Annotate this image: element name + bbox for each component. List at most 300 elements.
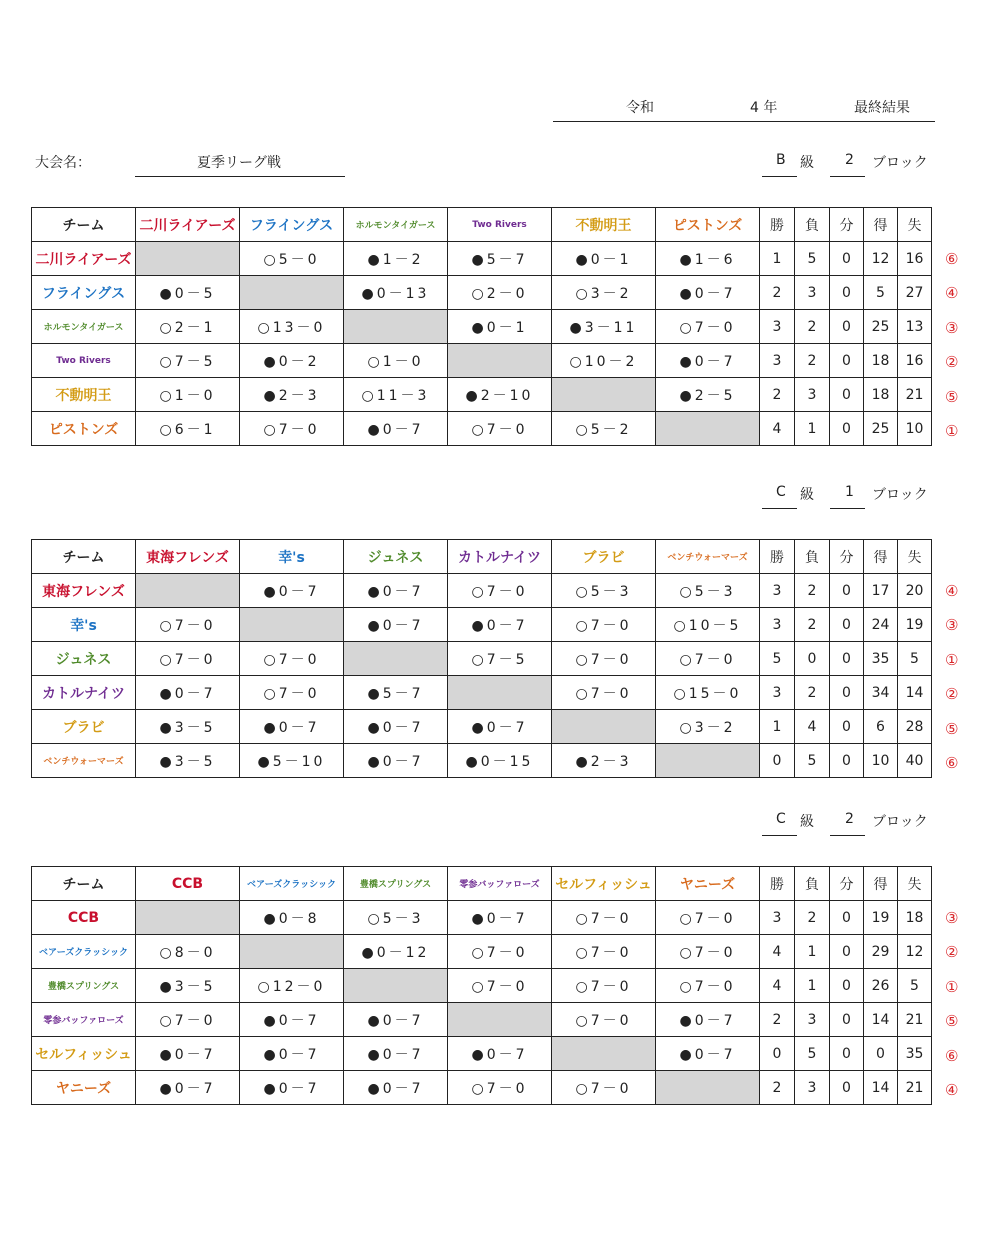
team-name: フライングス <box>32 276 136 310</box>
result-cell: ●3－5 <box>136 710 240 744</box>
table-row <box>32 901 932 935</box>
stat-cell: 18 <box>864 378 898 412</box>
stat-cell: 0 <box>830 276 864 310</box>
opponent-header: Two Rivers <box>448 208 552 242</box>
self-match-cell <box>136 901 240 935</box>
result-cell: ○10－5 <box>656 608 760 642</box>
result-cell: ○10－2 <box>552 344 656 378</box>
team-name: セルフィッシュ <box>32 1037 136 1071</box>
result-cell: ●1－6 <box>656 242 760 276</box>
result-cell: ●0－7 <box>240 1071 344 1105</box>
stat-cell: 2 <box>795 310 830 344</box>
stat-cell: 1 <box>795 412 830 446</box>
stat-cell: 3 <box>795 1071 830 1105</box>
stat-cell: 0 <box>830 378 864 412</box>
stat-cell: 0 <box>830 1003 864 1037</box>
table-row <box>32 1037 932 1071</box>
stat-cell: 1 <box>760 242 795 276</box>
stat-cell: 0 <box>830 969 864 1003</box>
stat-cell: 10 <box>898 412 932 446</box>
opponent-header: ブラビ <box>552 540 656 574</box>
self-match-cell <box>448 1003 552 1037</box>
table-row <box>32 574 932 608</box>
table-row <box>32 412 932 446</box>
stat-cell: 35 <box>864 642 898 676</box>
result-cell: ●2－3 <box>240 378 344 412</box>
result-cell: ○7－0 <box>656 642 760 676</box>
team-name: 零参バッファローズ <box>32 1003 136 1037</box>
stat-cell: 16 <box>898 242 932 276</box>
stat-header: 失 <box>898 867 932 901</box>
self-match-cell <box>136 574 240 608</box>
result-cell: ●2－5 <box>656 378 760 412</box>
stat-cell: 3 <box>760 310 795 344</box>
result-cell: ○7－0 <box>448 1071 552 1105</box>
self-match-cell <box>240 935 344 969</box>
result-cell: ●0－7 <box>344 574 448 608</box>
rank-marker: ① <box>945 422 959 440</box>
stat-cell: 2 <box>760 1071 795 1105</box>
stat-cell: 2 <box>795 344 830 378</box>
league-table-c2 <box>31 866 932 1105</box>
result-cell: ○7－0 <box>552 1003 656 1037</box>
result-cell: ○7－0 <box>656 901 760 935</box>
rank-marker: ⑤ <box>945 719 959 738</box>
stat-cell: 0 <box>830 1037 864 1071</box>
stat-cell: 0 <box>830 310 864 344</box>
stat-cell: 25 <box>864 412 898 446</box>
stat-header: 得 <box>864 208 898 242</box>
result-cell: ○7－0 <box>240 642 344 676</box>
result-cell: ○7－0 <box>552 901 656 935</box>
result-cell: ●5－7 <box>448 242 552 276</box>
opponent-header: カトルナイツ <box>448 540 552 574</box>
result-cell: ●0－7 <box>656 344 760 378</box>
result-cell: ○5－2 <box>552 412 656 446</box>
result-cell: ●0－7 <box>136 1037 240 1071</box>
stat-cell: 4 <box>795 710 830 744</box>
stat-cell: 0 <box>830 574 864 608</box>
stat-cell: 21 <box>898 1071 932 1105</box>
self-match-cell <box>240 608 344 642</box>
stat-cell: 19 <box>898 608 932 642</box>
self-match-cell <box>448 676 552 710</box>
self-match-cell <box>344 310 448 344</box>
result-cell: ●5－7 <box>344 676 448 710</box>
stat-cell: 24 <box>864 608 898 642</box>
team-column-header: チーム <box>32 208 136 242</box>
result-cell: ○7－0 <box>552 969 656 1003</box>
opponent-header: ホルモンタイガース <box>344 208 448 242</box>
opponent-header: 不動明王 <box>552 208 656 242</box>
stat-cell: 0 <box>830 710 864 744</box>
stat-cell: 5 <box>760 642 795 676</box>
team-name: ジュネス <box>32 642 136 676</box>
result-cell: ○7－0 <box>240 412 344 446</box>
stat-cell: 12 <box>864 242 898 276</box>
league-table-b2 <box>31 207 932 446</box>
table-row <box>32 710 932 744</box>
stat-header: 負 <box>795 540 830 574</box>
team-name: ヤニーズ <box>32 1071 136 1105</box>
stat-cell: 3 <box>760 901 795 935</box>
team-name: ピストンズ <box>32 412 136 446</box>
stat-cell: 3 <box>760 574 795 608</box>
table-row <box>32 676 932 710</box>
result-cell: ○5－0 <box>240 242 344 276</box>
result-cell: ●0－7 <box>344 710 448 744</box>
opponent-header: ヤニーズ <box>656 867 760 901</box>
event-name: 夏季リーグ戦 <box>197 155 281 171</box>
year-label: 4 年 <box>750 100 778 116</box>
stat-header: 負 <box>795 208 830 242</box>
stat-cell: 0 <box>830 1071 864 1105</box>
stat-cell: 27 <box>898 276 932 310</box>
stat-cell: 2 <box>760 378 795 412</box>
result-cell: ○5－3 <box>656 574 760 608</box>
result-cell: ○12－0 <box>240 969 344 1003</box>
result-cell: ●0－7 <box>656 276 760 310</box>
table-row <box>32 1071 932 1105</box>
team-name: Two Rivers <box>32 344 136 378</box>
block-suffix: ブロック <box>872 487 928 503</box>
result-cell: ○7－0 <box>656 935 760 969</box>
table-row <box>32 744 932 778</box>
stat-cell: 3 <box>795 276 830 310</box>
rank-marker: ⑤ <box>945 387 959 406</box>
self-match-cell <box>656 412 760 446</box>
stat-cell: 2 <box>795 676 830 710</box>
era-label: 令和 <box>626 100 654 116</box>
rank-marker: ③ <box>945 908 959 927</box>
result-cell: ●3－5 <box>136 744 240 778</box>
header-row <box>32 540 932 574</box>
stat-cell: 14 <box>864 1071 898 1105</box>
grade-letter: C <box>776 484 786 500</box>
header-underline <box>553 121 935 122</box>
stat-cell: 28 <box>898 710 932 744</box>
stat-cell: 26 <box>864 969 898 1003</box>
stat-cell: 0 <box>760 744 795 778</box>
opponent-header: ベアーズクラッシック <box>240 867 344 901</box>
stat-cell: 3 <box>760 676 795 710</box>
stat-cell: 40 <box>898 744 932 778</box>
result-cell: ○7－0 <box>136 608 240 642</box>
stat-cell: 35 <box>898 1037 932 1071</box>
team-name: カトルナイツ <box>32 676 136 710</box>
league-table-c1 <box>31 539 932 778</box>
stat-cell: 2 <box>795 901 830 935</box>
stat-cell: 17 <box>864 574 898 608</box>
stat-cell: 0 <box>830 744 864 778</box>
stat-cell: 0 <box>830 242 864 276</box>
stat-header: 得 <box>864 540 898 574</box>
stat-cell: 4 <box>760 412 795 446</box>
opponent-header: フライングス <box>240 208 344 242</box>
result-cell: ●3－5 <box>136 969 240 1003</box>
result-cell: ○8－0 <box>136 935 240 969</box>
stat-cell: 21 <box>898 378 932 412</box>
opponent-header: 二川ライアーズ <box>136 208 240 242</box>
table-row <box>32 1003 932 1037</box>
stat-header: 勝 <box>760 208 795 242</box>
result-cell: ●5－10 <box>240 744 344 778</box>
self-match-cell <box>344 969 448 1003</box>
stat-cell: 4 <box>760 935 795 969</box>
result-cell: ●0－7 <box>656 1003 760 1037</box>
opponent-header: CCB <box>136 867 240 901</box>
team-name: ブラビ <box>32 710 136 744</box>
stat-cell: 14 <box>864 1003 898 1037</box>
opponent-header: 零参バッファローズ <box>448 867 552 901</box>
opponent-header: 幸's <box>240 540 344 574</box>
stat-cell: 3 <box>760 608 795 642</box>
rank-marker: ① <box>945 650 959 669</box>
result-cell: ○7－5 <box>136 344 240 378</box>
stat-cell: 1 <box>795 969 830 1003</box>
result-cell: ●0－7 <box>240 1037 344 1071</box>
result-cell: ●2－10 <box>448 378 552 412</box>
rank-marker: ② <box>945 685 959 703</box>
grade-suffix: 級 <box>800 487 814 503</box>
stat-cell: 25 <box>864 310 898 344</box>
stat-header: 負 <box>795 867 830 901</box>
result-cell: ●0－7 <box>344 1037 448 1071</box>
stat-cell: 5 <box>898 642 932 676</box>
grade-suffix: 級 <box>800 814 814 830</box>
result-cell: ●0－7 <box>656 1037 760 1071</box>
result-cell: ○15－0 <box>656 676 760 710</box>
result-cell: ○3－2 <box>656 710 760 744</box>
result-cell: ○7－0 <box>552 676 656 710</box>
team-column-header: チーム <box>32 540 136 574</box>
team-name: 豊橋スプリングス <box>32 969 136 1003</box>
stat-cell: 14 <box>898 676 932 710</box>
result-cell: ○7－0 <box>656 310 760 344</box>
grade-letter: C <box>776 811 786 827</box>
stat-cell: 3 <box>795 1003 830 1037</box>
stat-cell: 10 <box>864 744 898 778</box>
stat-cell: 3 <box>795 378 830 412</box>
rank-marker: ④ <box>945 284 959 302</box>
stat-cell: 21 <box>898 1003 932 1037</box>
stat-cell: 34 <box>864 676 898 710</box>
self-match-cell <box>240 276 344 310</box>
result-cell: ●0－8 <box>240 901 344 935</box>
opponent-header: 東海フレンズ <box>136 540 240 574</box>
stat-header: 勝 <box>760 867 795 901</box>
result-cell: ●0－7 <box>448 608 552 642</box>
rank-marker: ⑥ <box>945 1046 959 1065</box>
stat-cell: 0 <box>830 642 864 676</box>
stat-cell: 0 <box>830 901 864 935</box>
rank-marker: ③ <box>945 318 959 337</box>
table-row <box>32 310 932 344</box>
stat-cell: 18 <box>898 901 932 935</box>
stat-header: 分 <box>830 867 864 901</box>
stat-cell: 0 <box>830 608 864 642</box>
self-match-cell <box>448 344 552 378</box>
stat-cell: 5 <box>898 969 932 1003</box>
result-cell: ○5－3 <box>552 574 656 608</box>
self-match-cell <box>552 710 656 744</box>
result-cell: ●0－7 <box>448 901 552 935</box>
result-cell: ○7－0 <box>448 969 552 1003</box>
table-row <box>32 935 932 969</box>
result-cell: ○2－1 <box>136 310 240 344</box>
stat-cell: 20 <box>898 574 932 608</box>
stat-header: 分 <box>830 540 864 574</box>
rank-marker: ⑤ <box>945 1012 959 1030</box>
table-row <box>32 378 932 412</box>
result-cell: ○3－2 <box>552 276 656 310</box>
result-cell: ●0－7 <box>240 710 344 744</box>
rank-marker: ④ <box>945 581 959 600</box>
result-cell: ●3－11 <box>552 310 656 344</box>
grade-suffix: 級 <box>800 155 814 171</box>
stat-cell: 6 <box>864 710 898 744</box>
team-name: 幸's <box>32 608 136 642</box>
header-row <box>32 208 932 242</box>
result-cell: ●0－7 <box>448 710 552 744</box>
result-cell: ●0－5 <box>136 276 240 310</box>
result-cell: ○7－0 <box>448 935 552 969</box>
block-number: 2 <box>845 811 854 827</box>
self-match-cell <box>656 1071 760 1105</box>
result-cell: ●0－7 <box>240 1003 344 1037</box>
opponent-header: ピストンズ <box>656 208 760 242</box>
stat-cell: 2 <box>760 276 795 310</box>
stat-cell: 5 <box>795 242 830 276</box>
stat-cell: 0 <box>864 1037 898 1071</box>
stat-cell: 19 <box>864 901 898 935</box>
rank-marker: ④ <box>945 1081 959 1099</box>
table-row <box>32 242 932 276</box>
result-cell: ●1－2 <box>344 242 448 276</box>
result-cell: ○11－3 <box>344 378 448 412</box>
rank-marker: ② <box>945 353 959 371</box>
stat-cell: 2 <box>795 608 830 642</box>
stat-cell: 0 <box>830 935 864 969</box>
result-cell: ●0－15 <box>448 744 552 778</box>
result-cell: ●0－1 <box>552 242 656 276</box>
table-row <box>32 276 932 310</box>
opponent-header: セルフィッシュ <box>552 867 656 901</box>
block-number: 1 <box>845 484 854 500</box>
self-match-cell <box>552 378 656 412</box>
stat-cell: 0 <box>760 1037 795 1071</box>
result-cell: ●0－7 <box>136 1071 240 1105</box>
table-row <box>32 969 932 1003</box>
stat-cell: 0 <box>795 642 830 676</box>
block-suffix: ブロック <box>872 814 928 830</box>
result-cell: ○7－0 <box>552 608 656 642</box>
grade-letter: B <box>776 152 786 168</box>
table-row <box>32 642 932 676</box>
stat-cell: 5 <box>795 744 830 778</box>
result-cell: ○7－0 <box>136 642 240 676</box>
team-name: 東海フレンズ <box>32 574 136 608</box>
result-cell: ○7－5 <box>448 642 552 676</box>
result-cell: ○5－3 <box>344 901 448 935</box>
stat-cell: 4 <box>760 969 795 1003</box>
rank-marker: ⑥ <box>945 754 959 772</box>
stat-cell: 2 <box>795 574 830 608</box>
team-name: ホルモンタイガース <box>32 310 136 344</box>
rank-marker: ② <box>945 943 959 961</box>
team-name: CCB <box>32 901 136 935</box>
rank-marker: ⑥ <box>945 249 959 268</box>
stat-cell: 13 <box>898 310 932 344</box>
self-match-cell <box>656 744 760 778</box>
opponent-header: ジュネス <box>344 540 448 574</box>
stat-cell: 1 <box>760 710 795 744</box>
result-cell: ○6－1 <box>136 412 240 446</box>
result-cell: ●0－2 <box>240 344 344 378</box>
self-match-cell <box>136 242 240 276</box>
stat-cell: 16 <box>898 344 932 378</box>
stat-cell: 29 <box>864 935 898 969</box>
self-match-cell <box>344 642 448 676</box>
result-cell: ●0－12 <box>344 935 448 969</box>
result-cell: ●0－7 <box>136 676 240 710</box>
result-cell: ●0－1 <box>448 310 552 344</box>
result-cell: ●0－7 <box>344 1071 448 1105</box>
rank-marker: ① <box>945 977 959 996</box>
result-cell: ●0－7 <box>344 1003 448 1037</box>
table-row <box>32 608 932 642</box>
result-cell: ●2－3 <box>552 744 656 778</box>
result-cell: ●0－13 <box>344 276 448 310</box>
result-cell: ○7－0 <box>552 935 656 969</box>
result-cell: ○7－0 <box>448 412 552 446</box>
result-cell: ○7－0 <box>552 642 656 676</box>
stat-cell: 5 <box>864 276 898 310</box>
stat-cell: 5 <box>795 1037 830 1071</box>
team-name: 二川ライアーズ <box>32 242 136 276</box>
result-cell: ○7－0 <box>552 1071 656 1105</box>
opponent-header: ベンチウォーマーズ <box>656 540 760 574</box>
block-number: 2 <box>845 152 854 168</box>
event-label: 大会名： <box>35 155 91 171</box>
header-row <box>32 867 932 901</box>
rank-marker: ③ <box>945 616 959 634</box>
stat-header: 分 <box>830 208 864 242</box>
team-name: ベンチウォーマーズ <box>32 744 136 778</box>
result-cell: ○1－0 <box>136 378 240 412</box>
table-row <box>32 344 932 378</box>
team-name: ベアーズクラッシック <box>32 935 136 969</box>
stat-cell: 18 <box>864 344 898 378</box>
stat-header: 勝 <box>760 540 795 574</box>
team-column-header: チーム <box>32 867 136 901</box>
result-cell: ○13－0 <box>240 310 344 344</box>
event-underline <box>135 176 345 177</box>
stat-cell: 0 <box>830 412 864 446</box>
result-cell: ○7－0 <box>136 1003 240 1037</box>
result-cell: ○7－0 <box>448 574 552 608</box>
opponent-header: 豊橋スプリングス <box>344 867 448 901</box>
stat-cell: 3 <box>760 344 795 378</box>
stat-header: 失 <box>898 208 932 242</box>
stat-header: 失 <box>898 540 932 574</box>
result-cell: ●0－7 <box>448 1037 552 1071</box>
stat-cell: 12 <box>898 935 932 969</box>
team-name: 不動明王 <box>32 378 136 412</box>
result-cell: ●0－7 <box>240 574 344 608</box>
stat-cell: 1 <box>795 935 830 969</box>
result-cell: ○2－0 <box>448 276 552 310</box>
